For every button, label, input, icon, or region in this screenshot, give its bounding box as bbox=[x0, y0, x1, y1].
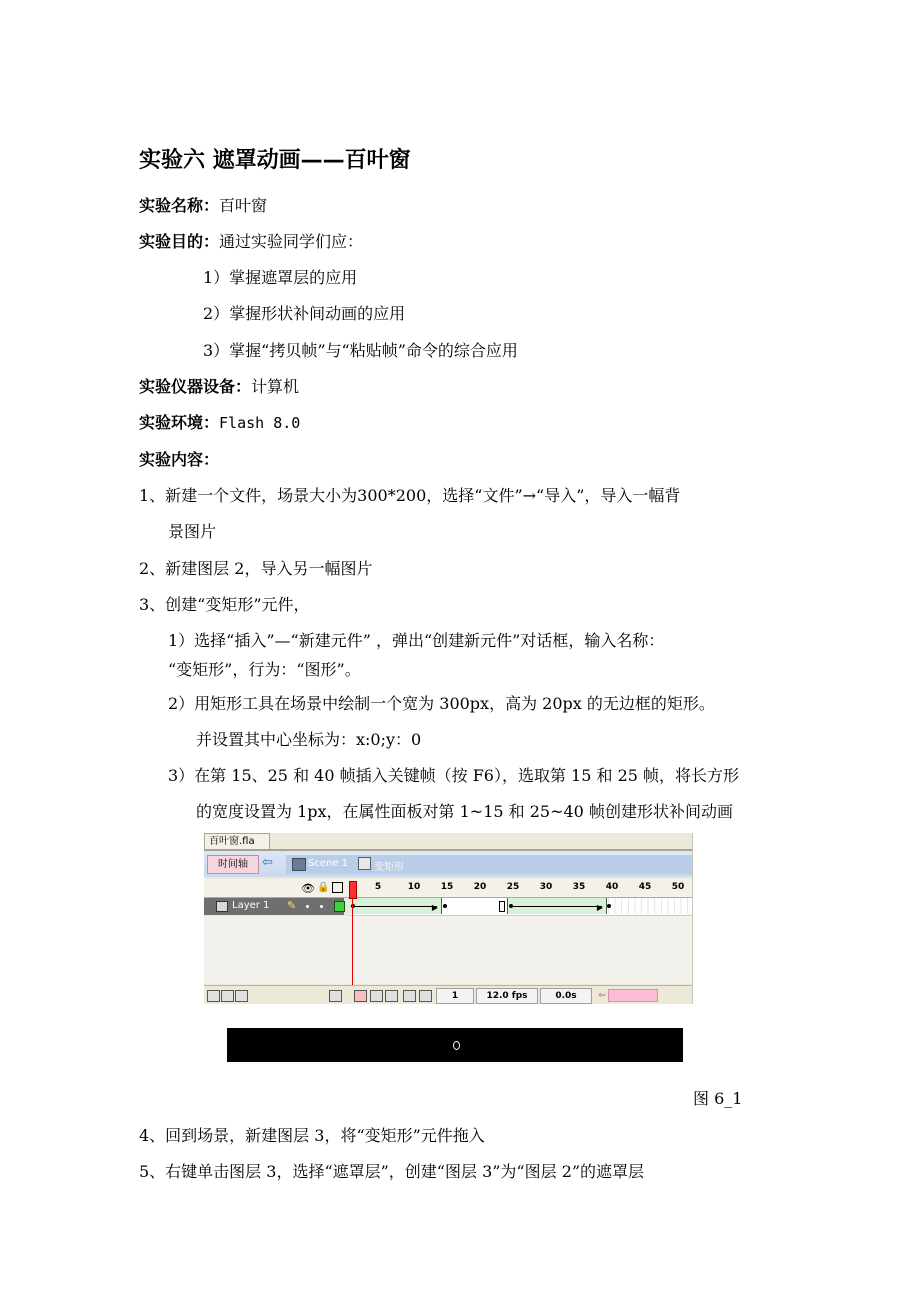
frame-tick: 35 bbox=[572, 882, 586, 892]
equipment-label: 实验仪器设备： bbox=[139, 377, 252, 396]
tween-arrow bbox=[512, 906, 602, 907]
keyframe-dot[interactable] bbox=[607, 904, 611, 908]
current-frame-readout: 1 bbox=[436, 988, 474, 1004]
insert-folder-icon[interactable] bbox=[235, 990, 248, 1002]
step-3: 3、创建“变矩形”元件， bbox=[139, 595, 310, 614]
lock-icon[interactable]: 🔒 bbox=[317, 882, 330, 893]
step-1-line-2: 景图片 bbox=[168, 522, 217, 541]
substep-2-line-1: 2）用矩形工具在场景中绘制一个宽为 300px，高为 20px 的无边框的矩形。 bbox=[168, 694, 715, 713]
goal-item: 1）掌握遮罩层的应用 bbox=[203, 268, 358, 287]
insert-layer-icon[interactable] bbox=[207, 990, 220, 1002]
graphic-symbol-icon bbox=[358, 857, 371, 870]
stage-preview bbox=[227, 1028, 683, 1062]
timeline-status-bar bbox=[204, 985, 692, 1004]
environment-label: 实验环境： bbox=[139, 413, 220, 432]
back-arrow-icon[interactable]: ⇦ bbox=[262, 855, 273, 870]
page-title: 实验六 遮罩动画——百叶窗 bbox=[139, 148, 411, 173]
goal-item: 3）掌握“拷贝帧”与“粘贴帧”命令的综合应用 bbox=[203, 341, 518, 360]
substep-3-line-2: 的宽度设置为 1px，在属性面板对第 1~15 和 25~40 帧创建形状补间动画 bbox=[196, 802, 733, 821]
playhead-line bbox=[352, 897, 353, 985]
lock-dot[interactable] bbox=[320, 905, 323, 908]
empty-layer-area bbox=[204, 916, 692, 984]
experiment-name-value: 百叶窗 bbox=[219, 196, 268, 215]
frame-tick: 40 bbox=[605, 882, 619, 892]
goal-item: 2）掌握形状补间动画的应用 bbox=[203, 304, 406, 323]
equipment-row bbox=[139, 377, 299, 397]
step-2: 2、新建图层 2，导入另一幅图片 bbox=[139, 559, 373, 578]
file-tab[interactable]: 百叶窗.fla bbox=[204, 833, 270, 850]
substep-1-line-1: 1）选择“插入”—“新建元件” ，弹出“创建新元件”对话框，输入名称： bbox=[168, 631, 665, 650]
center-frame-icon[interactable] bbox=[354, 990, 367, 1002]
experiment-purpose-value: 通过实验同学们应： bbox=[219, 232, 364, 251]
frame-tick: 5 bbox=[374, 882, 382, 892]
pencil-icon: ✎ bbox=[287, 899, 297, 912]
static-frame-span[interactable] bbox=[442, 898, 508, 914]
equipment-value: 计算机 bbox=[251, 377, 300, 396]
frame-ruler[interactable] bbox=[204, 879, 692, 898]
layer-name[interactable]: Layer 1 bbox=[232, 900, 270, 911]
breadcrumb-scene[interactable]: Scene 1 bbox=[308, 858, 349, 869]
frame-row[interactable] bbox=[350, 898, 692, 916]
step-4: 4、回到场景，新建图层 3，将“变矩形”元件拖入 bbox=[139, 1126, 485, 1145]
breadcrumb bbox=[286, 854, 692, 874]
playhead[interactable] bbox=[349, 881, 357, 899]
frame-tick: 20 bbox=[473, 882, 487, 892]
step-1-line-1: 1、新建一个文件，场景大小为300*200，选择“文件”→“导入”，导入一幅背 bbox=[139, 486, 681, 505]
layer-row[interactable] bbox=[204, 898, 344, 915]
substep-3-line-1: 3）在第 15、25 和 40 帧插入关键帧（按 F6），选取第 15 和 25 帧，将长方形 bbox=[168, 766, 740, 785]
timeline-toggle-button[interactable]: 时间轴 bbox=[207, 855, 259, 874]
experiment-name-row bbox=[139, 196, 267, 216]
frame-tick: 30 bbox=[539, 882, 553, 892]
environment-row bbox=[139, 413, 300, 433]
experiment-purpose-label: 实验目的： bbox=[139, 232, 220, 251]
shape-tween-span[interactable] bbox=[508, 898, 607, 914]
layer-outline-color[interactable] bbox=[334, 901, 345, 912]
frame-end-marker bbox=[499, 901, 505, 912]
environment-value: Flash 8.0 bbox=[219, 414, 301, 432]
scroll-left-icon[interactable]: ⇐ bbox=[598, 990, 607, 1001]
eye-icon[interactable]: 👁 bbox=[301, 882, 315, 895]
onion-skin-icon[interactable] bbox=[370, 990, 383, 1002]
figure-caption: 图 6_1 bbox=[693, 1089, 743, 1108]
registration-point-icon bbox=[453, 1041, 460, 1050]
shape-tween-span[interactable] bbox=[350, 898, 442, 914]
onion-outline-icon[interactable] bbox=[385, 990, 398, 1002]
timeline-toolbar bbox=[204, 851, 692, 877]
tween-arrow bbox=[354, 906, 437, 907]
add-motion-guide-icon[interactable] bbox=[221, 990, 234, 1002]
visibility-dot[interactable] bbox=[306, 905, 309, 908]
arrowhead-icon: ▶ bbox=[596, 903, 603, 912]
frame-tick: 15 bbox=[440, 882, 454, 892]
frame-tick: 25 bbox=[506, 882, 520, 892]
substep-1-line-2: “变矩形”，行为：“图形”。 bbox=[168, 660, 361, 679]
edit-multiple-frames-icon[interactable] bbox=[403, 990, 416, 1002]
step-5: 5、右键单击图层 3，选择“遮罩层”，创建“图层 3”为“图层 2”的遮罩层 bbox=[139, 1162, 645, 1181]
modify-onion-markers-icon[interactable] bbox=[419, 990, 432, 1002]
breadcrumb-symbol[interactable]: 变矩形 bbox=[374, 862, 404, 873]
trash-icon[interactable] bbox=[329, 990, 342, 1002]
keyframe-dot[interactable] bbox=[509, 904, 513, 908]
layer-icon bbox=[216, 901, 228, 912]
empty-frames[interactable] bbox=[608, 898, 692, 914]
frame-tick: 45 bbox=[638, 882, 652, 892]
frame-tick: 50 bbox=[671, 882, 685, 892]
horizontal-scrollbar[interactable] bbox=[608, 989, 658, 1002]
content-heading: 实验内容： bbox=[139, 450, 220, 469]
experiment-purpose-row bbox=[139, 232, 363, 252]
elapsed-time-readout: 0.0s bbox=[540, 988, 592, 1004]
keyframe-dot[interactable] bbox=[443, 904, 447, 908]
experiment-name-label: 实验名称： bbox=[139, 196, 220, 215]
scene-icon bbox=[292, 858, 306, 871]
frame-tick: 10 bbox=[407, 882, 421, 892]
frame-rate-readout: 12.0 fps bbox=[476, 988, 538, 1004]
arrowhead-icon: ▶ bbox=[431, 903, 438, 912]
substep-2-line-2: 并设置其中心坐标为：x:0;y：0 bbox=[196, 730, 422, 749]
flash-timeline-panel bbox=[204, 833, 693, 1004]
